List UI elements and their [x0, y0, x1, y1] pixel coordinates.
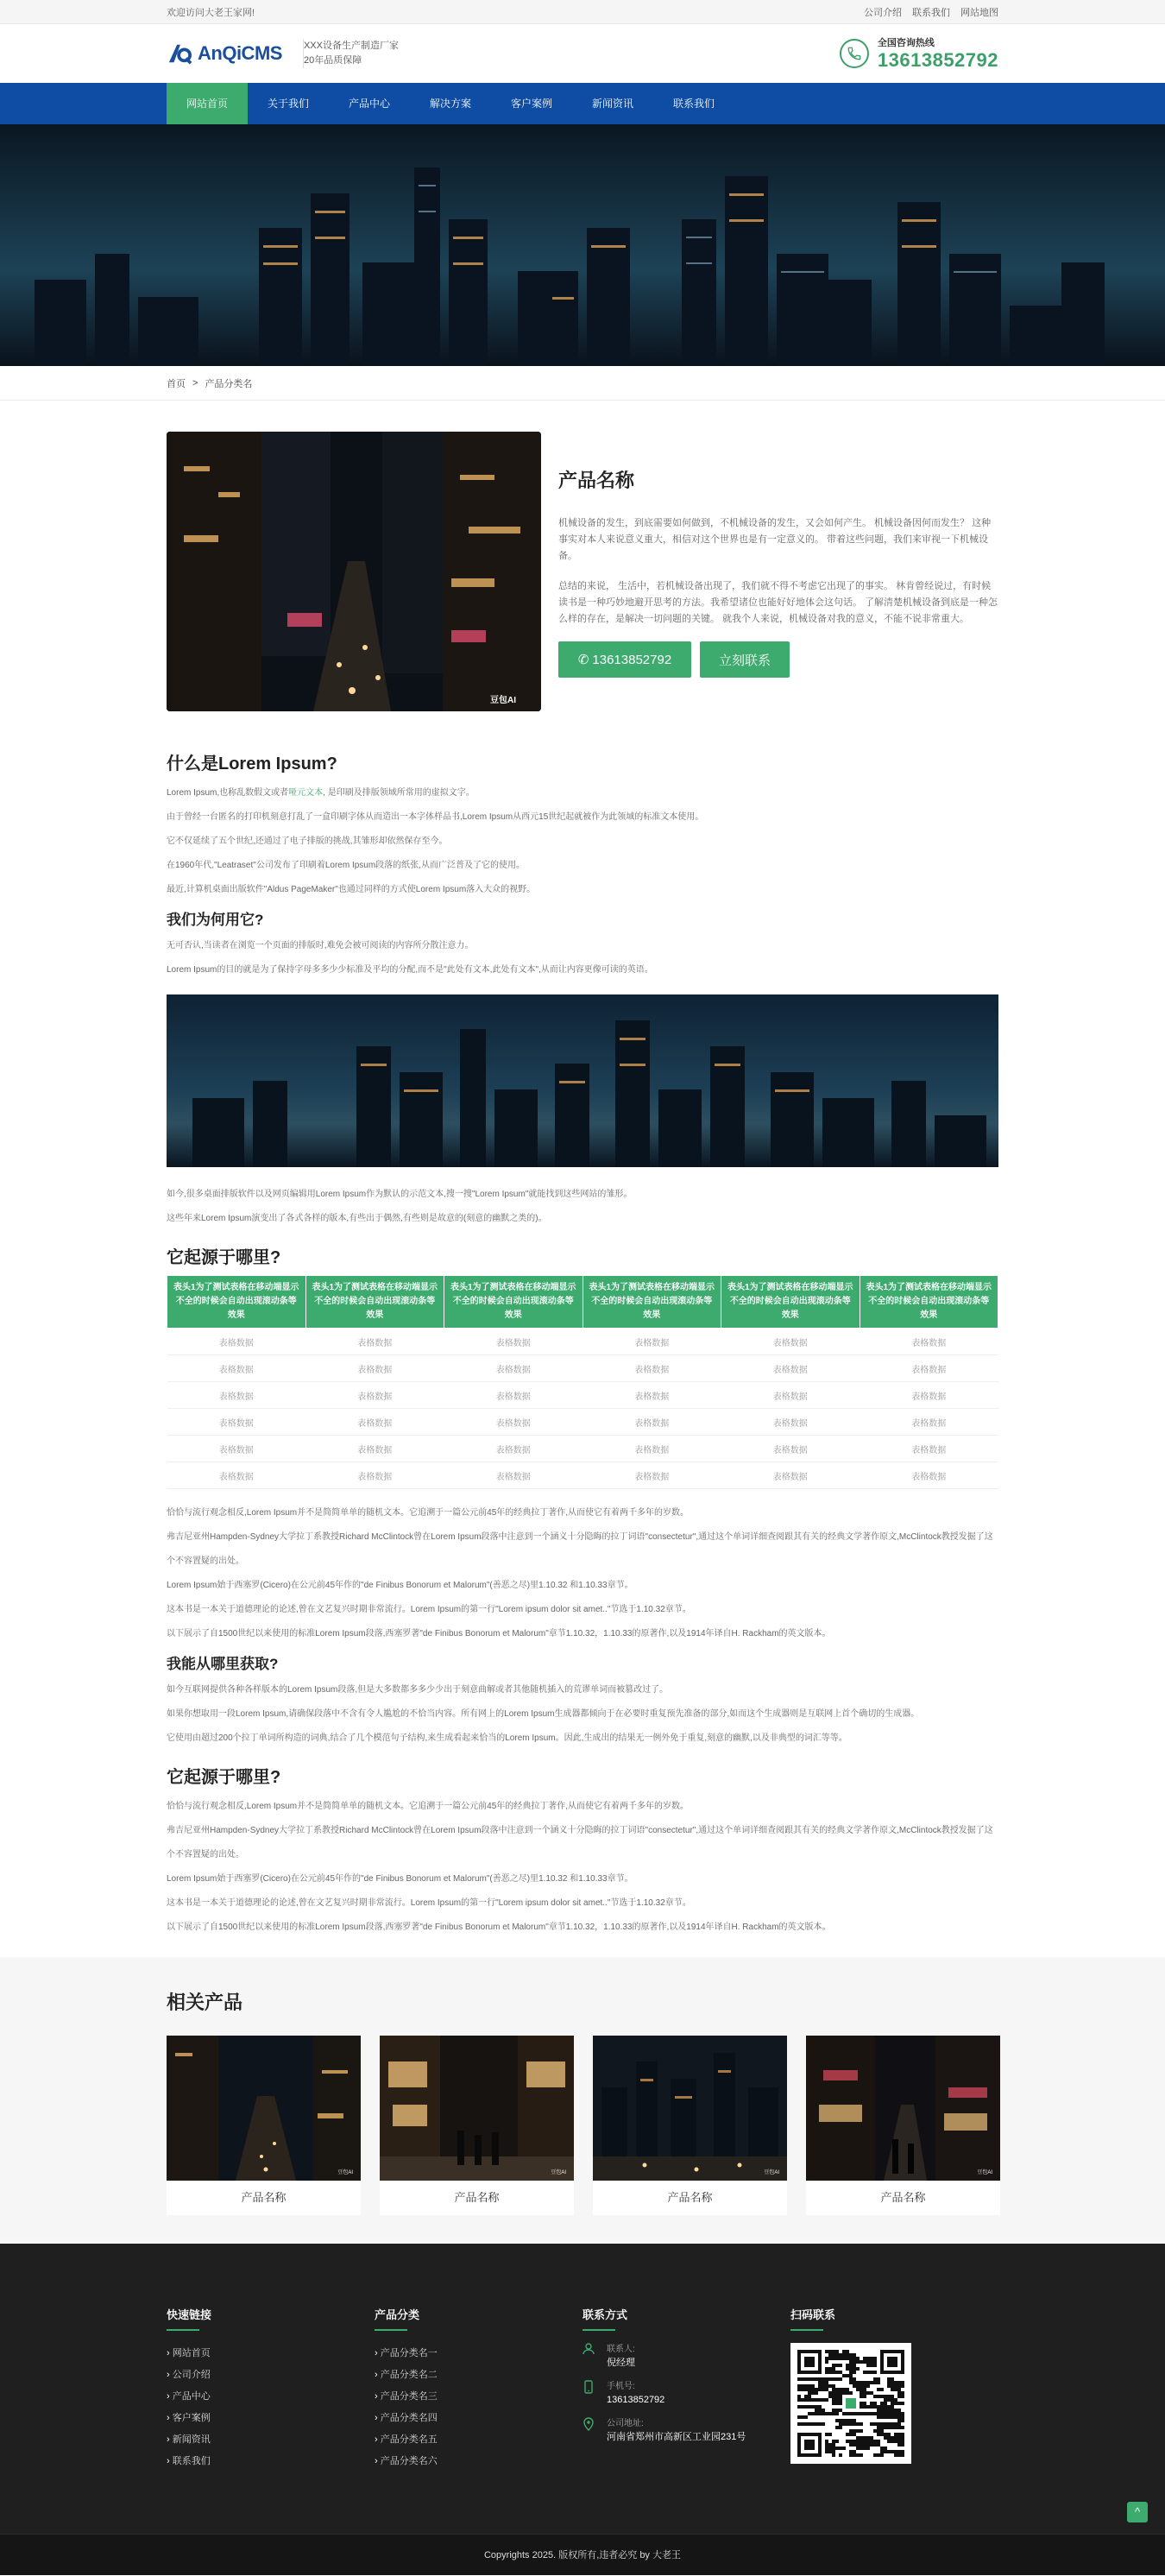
footer-link[interactable] [167, 2364, 375, 2386]
product-info [558, 432, 998, 711]
table-cell: 表格数据 [582, 1409, 721, 1436]
footer-link[interactable] [375, 2386, 582, 2408]
nav-about[interactable]: 关于我们 [267, 98, 309, 110]
footer-quick-links [167, 2306, 375, 2472]
related-title: 相关产品 [167, 1992, 243, 2013]
product-section [0, 401, 1165, 737]
image-watermark: 豆包AI [337, 2170, 353, 2175]
topbar-link-about[interactable]: 公司介绍 [864, 8, 902, 18]
topbar-link-sitemap[interactable]: 网站地图 [960, 8, 998, 18]
article-paragraph: 它不仅延续了五个世纪,还通过了电子排版的挑战,其雏形却依然保存至今。 [167, 837, 448, 846]
breadcrumb [0, 366, 1165, 401]
breadcrumb-home[interactable]: 首页 [167, 379, 186, 389]
table-cell: 表格数据 [305, 1382, 444, 1409]
chevron-right-icon: › [375, 2434, 381, 2445]
header-slogan [303, 39, 399, 68]
table-cell: 表格数据 [860, 1329, 998, 1355]
footer-link-label: 网站首页 [172, 2348, 211, 2358]
article-paragraph: 以下展示了自1500世纪以来使用的标准Lorem Ipsum段落,西塞罗著"de Finibus Bonorum et Malorum"章节1.10.32，1.10.33的原著作,以及1914年译自H. Rackham的英文版本。 [167, 1923, 831, 1932]
contact-address [582, 2417, 790, 2444]
hotline [840, 35, 998, 72]
nav-home[interactable]: 网站首页 [167, 83, 248, 124]
article-paragraph: 无可否认,当读者在浏览一个页面的排版时,难免会被可阅读的内容所分散注意力。 [167, 941, 474, 950]
related-name[interactable]: 产品名称 [880, 2191, 926, 2204]
article-text: Lorem Ipsum,也称乱数假文或者 [167, 788, 289, 798]
image-watermark: 豆包AI [551, 2170, 566, 2175]
call-phone-label: 13613852792 [592, 652, 672, 667]
article-paragraph: 如今,很多桌面排版软件以及网页编辑用Lorem Ipsum作为默认的示范文本,搜一搜"Lorem Ipsum"就能找到这些网站的雏形。 [167, 1190, 633, 1199]
contact-person [582, 2343, 790, 2370]
city-skyline-image [0, 124, 1165, 366]
chevron-right-icon: › [375, 2370, 381, 2380]
footer-col-title: 产品分类 [375, 2308, 420, 2321]
table-cell: 表格数据 [582, 1355, 721, 1382]
footer-link-label: 产品分类名二 [380, 2370, 438, 2380]
footer-link-label: 产品分类名六 [380, 2456, 438, 2466]
footer-link[interactable] [167, 2343, 375, 2364]
footer-qrcode [790, 2306, 998, 2472]
table-cell: 表格数据 [582, 1382, 721, 1409]
footer-link-label: 产品中心 [172, 2391, 211, 2402]
article-paragraph: Lorem Ipsum始于西塞罗(Cicero)在公元前45年作的"de Finibus Bonorum et Malorum"(善恶之尽)里1.10.32 和1.10.33章节。 [167, 1581, 633, 1590]
chevron-right-icon: › [375, 2456, 381, 2466]
logo-text: AnQiCMS [198, 42, 282, 64]
chevron-right-icon: › [375, 2413, 381, 2423]
site-header [0, 24, 1165, 83]
title-underline [790, 2329, 823, 2331]
article-paragraph: 最近,计算机桌面出版软件"Aldus PageMaker"也通过同样的方式使Lorem Ipsum落入大众的视野。 [167, 885, 536, 894]
table-cell: 表格数据 [721, 1462, 860, 1489]
table-cell: 表格数据 [860, 1382, 998, 1409]
table-cell: 表格数据 [721, 1436, 860, 1462]
chevron-right-icon: › [167, 2434, 173, 2445]
footer-link[interactable] [167, 2429, 375, 2451]
image-watermark: 豆包AI [977, 2170, 992, 2175]
breadcrumb-current[interactable]: 产品分类名 [205, 379, 253, 389]
article-content [0, 749, 1165, 1940]
location-icon [582, 2417, 598, 2444]
footer-link[interactable] [167, 2451, 375, 2472]
table-row [167, 1462, 998, 1489]
site-footer [0, 2244, 1165, 2534]
table-cell: 表格数据 [167, 1409, 306, 1436]
image-watermark: 豆包AI [490, 696, 516, 705]
article-heading-3: 它起源于哪里? [167, 1248, 281, 1267]
footer-categories [375, 2306, 582, 2472]
footer-link-label: 产品分类名五 [380, 2434, 438, 2445]
article-paragraph: Lorem Ipsum的目的就是为了保持字母多多少少标准及平均的分配,而不是"此处有文本,此处有文本",从而让内容更像可读的英语。 [167, 965, 653, 975]
table-cell: 表格数据 [860, 1462, 998, 1489]
article-heading-1: 什么是Lorem Ipsum? [167, 754, 337, 773]
table-header-cell: 表头1为了测试表格在移动端显示不全的时候会自动出现滚动条等效果 [582, 1276, 721, 1329]
footer-link[interactable] [167, 2408, 375, 2429]
article-link[interactable]: 哑元文本 [288, 788, 324, 798]
footer-col-title: 快速链接 [167, 2308, 212, 2321]
table-cell: 表格数据 [721, 1382, 860, 1409]
table-cell: 表格数据 [444, 1436, 583, 1462]
breadcrumb-separator: > [192, 378, 198, 388]
chevron-right-icon: › [167, 2370, 173, 2380]
article-paragraph [167, 781, 998, 805]
footer-link-label: 新闻资讯 [172, 2434, 211, 2445]
nav-solutions[interactable]: 解决方案 [429, 98, 471, 110]
footer-col-title: 扫码联系 [790, 2308, 836, 2321]
table-cell: 表格数据 [167, 1355, 306, 1382]
table-cell: 表格数据 [305, 1462, 444, 1489]
related-card[interactable] [167, 2036, 361, 2215]
article-text: , 是印刷及排版领域所常用的虚拟文字。 [323, 788, 475, 798]
slogan-line-2: 20年品质保障 [303, 55, 362, 66]
contact-value: 河南省郑州市高新区工业园231号 [607, 2432, 746, 2442]
table-cell: 表格数据 [305, 1355, 444, 1382]
contact-phone [582, 2380, 790, 2407]
contact-label: 公司地址: [607, 2419, 644, 2428]
image-watermark: 豆包AI [764, 2170, 779, 2175]
table-header-cell: 表头1为了测试表格在移动端显示不全的时候会自动出现滚动条等效果 [444, 1276, 583, 1329]
contact-value: 倪经理 [607, 2358, 635, 2368]
topbar-link-contact[interactable]: 联系我们 [912, 8, 950, 18]
chevron-right-icon: › [167, 2348, 173, 2358]
phone-small-icon: ✆ [577, 653, 589, 667]
table-cell: 表格数据 [305, 1329, 444, 1355]
table-cell: 表格数据 [305, 1436, 444, 1462]
table-row [167, 1382, 998, 1409]
table-cell: 表格数据 [444, 1409, 583, 1436]
title-underline [582, 2329, 615, 2331]
hero-banner [0, 124, 1165, 366]
slogan-line-1: XXX设备生产制造厂家 [303, 41, 399, 51]
related-card[interactable] [593, 2036, 787, 2215]
article-paragraph: 这本书是一本关于道德理论的论述,曾在文艺复兴时期非常流行。Lorem Ipsum的第一行"Lorem ipsum dolor sit amet.."节选于1.10.32章节。 [167, 1898, 691, 1908]
product-desc-1: 机械设备的发生，到底需要如何做到，不机械设备的发生，又会如何产生。 机械设备因何而发生？ 这种事实对本人来说意义重大，相信对这个世界也是有一定意义的。 带着这些问题，我们来审视一下机械设备。 [558, 518, 992, 561]
data-table [167, 1275, 998, 1489]
main-nav [0, 83, 1165, 124]
user-icon [582, 2343, 598, 2370]
table-cell: 表格数据 [167, 1436, 306, 1462]
article-heading-2: 我们为何用它? [167, 912, 264, 928]
related-card[interactable] [806, 2036, 1000, 2215]
article-paragraph: Lorem Ipsum始于西塞罗(Cicero)在公元前45年作的"de Finibus Bonorum et Malorum"(善恶之尽)里1.10.32 和1.10.33章节。 [167, 1874, 633, 1884]
related-image [806, 2036, 1000, 2181]
back-to-top-button[interactable]: ^ [1127, 2502, 1148, 2522]
contact-label: 手机号: [607, 2382, 635, 2391]
nav-contact[interactable]: 联系我们 [672, 98, 715, 110]
related-card[interactable] [380, 2036, 574, 2215]
footer-link[interactable] [375, 2429, 582, 2451]
chevron-right-icon: › [375, 2348, 381, 2358]
footer-link-label: 产品分类名一 [380, 2348, 438, 2358]
article-paragraph: 在1960年代,"Leatraset"公司发布了印刷着Lorem Ipsum段落的纸张,从而广泛普及了它的使用。 [167, 861, 525, 870]
table-cell: 表格数据 [167, 1382, 306, 1409]
article-heading-5: 它起源于哪里? [167, 1768, 281, 1787]
table-row [167, 1436, 998, 1462]
table-cell: 表格数据 [721, 1409, 860, 1436]
table-cell: 表格数据 [444, 1382, 583, 1409]
article-paragraph: 由于曾经一台匿名的打印机刻意打乱了一盒印刷字体从而造出一本字体样品书,Lorem Ipsum从西元15世纪起就被作为此领域的标准文本使用。 [167, 812, 704, 822]
city-skyline-image [167, 994, 998, 1167]
table-cell: 表格数据 [721, 1329, 860, 1355]
footer-col-title: 联系方式 [582, 2308, 628, 2321]
related-name[interactable]: 产品名称 [454, 2191, 500, 2204]
article-paragraph: 恰恰与流行观念相反,Lorem Ipsum并不是简简单单的随机文本。它追溯于一篇公元前45年的经典拉丁著作,从而使它有着两千多年的岁数。 [167, 1802, 690, 1811]
nav-cases[interactable]: 客户案例 [510, 98, 552, 110]
article-paragraph: 如今互联网提供各种各样版本的Lorem Ipsum段落,但是大多数都多多少少出于刻意曲解或者其他随机插入的荒谬单词而被篡改过了。 [167, 1685, 669, 1695]
table-cell: 表格数据 [167, 1462, 306, 1489]
table-cell: 表格数据 [860, 1436, 998, 1462]
welcome-text: 欢迎访问大老王家网! [167, 8, 255, 18]
footer-link-label: 公司介绍 [172, 2370, 211, 2380]
chevron-right-icon: › [167, 2413, 173, 2423]
qr-code [790, 2343, 911, 2464]
phone-icon [840, 39, 869, 68]
footer-link[interactable] [167, 2386, 375, 2408]
product-title: 产品名称 [558, 470, 635, 491]
article-paragraph: 弗吉尼亚州Hampden-Sydney大学拉丁系教授Richard McClintock曾在Lorem Ipsum段落中注意到一个涵义十分隐晦的拉丁词语"consectetur",通过这个单词详细查阅跟其有关的经典文学著作原文,McClintock教授发掘了这个不容置疑的出处。 [167, 1826, 993, 1859]
table-header-row [167, 1276, 998, 1329]
related-image [167, 2036, 361, 2181]
article-paragraph: 如果你想取用一段Lorem Ipsum,请确保段落中不含有令人尴尬的不恰当内容。所有网上的Lorem Ipsum生成器都倾向于在必要时重复预先准备的部分,如而这个生成器则是互联网上首个确切的生成器。 [167, 1709, 920, 1719]
title-underline [167, 2329, 199, 2331]
related-image [593, 2036, 787, 2181]
article-paragraph: 它使用由超过200个拉丁单词所构造的词典,结合了几个模范句子结构,来生成看起来恰当的Lorem Ipsum。因此,生成出的结果无一例外免于重复,刻意的幽默,以及非典型的词汇等等。 [167, 1733, 847, 1743]
article-paragraph: 以下展示了自1500世纪以来使用的标准Lorem Ipsum段落,西塞罗著"de Finibus Bonorum et Malorum"章节1.10.32，1.10.33的原著作,以及1914年译自H. Rackham的英文版本。 [167, 1629, 831, 1638]
table-header-cell: 表头1为了测试表格在移动端显示不全的时候会自动出现滚动条等效果 [167, 1276, 306, 1329]
title-underline [375, 2329, 407, 2331]
nav-news[interactable]: 新闻资讯 [591, 98, 633, 110]
street-night-image [167, 432, 541, 711]
article-heading-4: 我能从哪里获取? [167, 1656, 279, 1672]
table-row [167, 1329, 998, 1355]
mobile-icon [582, 2380, 598, 2407]
footer-link-label: 联系我们 [172, 2456, 211, 2466]
table-cell: 表格数据 [721, 1355, 860, 1382]
table-row [167, 1409, 998, 1436]
copyright-bar: Copyrights 2025. 版权所有,违者必究 by 大老王 [0, 2534, 1165, 2575]
footer-link[interactable] [375, 2364, 582, 2386]
chevron-right-icon: › [167, 2456, 173, 2466]
chevron-right-icon: › [167, 2391, 173, 2402]
chevron-right-icon: › [375, 2391, 381, 2402]
related-image [380, 2036, 574, 2181]
site-logo[interactable] [167, 41, 282, 66]
article-paragraph: 这些年来Lorem Ipsum演变出了各式各样的版本,有些出于偶然,有些则是故意的(刻意的幽默之类的)。 [167, 1214, 547, 1223]
table-cell: 表格数据 [444, 1329, 583, 1355]
table-cell: 表格数据 [305, 1409, 444, 1436]
article-paragraph: 这本书是一本关于道德理论的论述,曾在文艺复兴时期非常流行。Lorem Ipsum的第一行"Lorem ipsum dolor sit amet.."节选于1.10.32章节。 [167, 1605, 691, 1614]
footer-link[interactable] [375, 2451, 582, 2472]
table-cell: 表格数据 [582, 1436, 721, 1462]
table-header-cell: 表头1为了测试表格在移动端显示不全的时候会自动出现滚动条等效果 [721, 1276, 860, 1329]
table-cell: 表格数据 [860, 1355, 998, 1382]
table-cell: 表格数据 [444, 1355, 583, 1382]
article-paragraph: 恰恰与流行观念相反,Lorem Ipsum并不是简简单单的随机文本。它追溯于一篇公元前45年的经典拉丁著作,从而使它有着两千多年的岁数。 [167, 1508, 690, 1518]
table-row [167, 1355, 998, 1382]
nav-products[interactable]: 产品中心 [348, 98, 390, 110]
contact-label: 联系人: [607, 2345, 635, 2354]
footer-link-label: 产品分类名四 [380, 2413, 438, 2423]
footer-link[interactable] [375, 2343, 582, 2364]
table-cell: 表格数据 [582, 1329, 721, 1355]
table-cell: 表格数据 [167, 1329, 306, 1355]
logo-icon [167, 41, 192, 66]
table-cell: 表格数据 [860, 1409, 998, 1436]
contact-value: 13613852792 [607, 2395, 665, 2405]
footer-link-label: 客户案例 [172, 2413, 211, 2423]
footer-link[interactable] [375, 2408, 582, 2429]
related-products [0, 1957, 1165, 2244]
hotline-label: 全国咨询热线 [877, 38, 935, 48]
footer-link-label: 产品分类名三 [380, 2391, 438, 2402]
footer-contact [582, 2306, 790, 2472]
contact-now-button[interactable]: 立刻联系 [700, 641, 790, 678]
product-image[interactable] [167, 432, 541, 711]
table-header-cell: 表头1为了测试表格在移动端显示不全的时候会自动出现滚动条等效果 [305, 1276, 444, 1329]
product-desc-2: 总结的来说， 生活中，若机械设备出现了，我们就不得不考虑它出现了的事实。 林肯曾经说过，有时候读书是一种巧妙地避开思考的方法。我希望诸位也能好好地体会这句话。 了解清楚机械设备到底是一种怎么样的存在，是解决一切问题的关键。 就我个人来说，机械设备对我的意义，不能不说非常重大。 [558, 581, 998, 624]
article-image [167, 994, 998, 1167]
related-name[interactable]: 产品名称 [241, 2191, 287, 2204]
table-cell: 表格数据 [582, 1462, 721, 1489]
table-cell: 表格数据 [444, 1462, 583, 1489]
related-name[interactable]: 产品名称 [667, 2191, 713, 2204]
top-bar [0, 0, 1165, 24]
call-phone-button[interactable] [558, 641, 691, 678]
hotline-number: 13613852792 [877, 49, 998, 71]
article-paragraph: 弗吉尼亚州Hampden-Sydney大学拉丁系教授Richard McClintock曾在Lorem Ipsum段落中注意到一个涵义十分隐晦的拉丁词语"consectetur",通过这个单词详细查阅跟其有关的经典文学著作原文,McClintock教授发掘了这个不容置疑的出处。 [167, 1532, 993, 1566]
table-header-cell: 表头1为了测试表格在移动端显示不全的时候会自动出现滚动条等效果 [860, 1276, 998, 1329]
